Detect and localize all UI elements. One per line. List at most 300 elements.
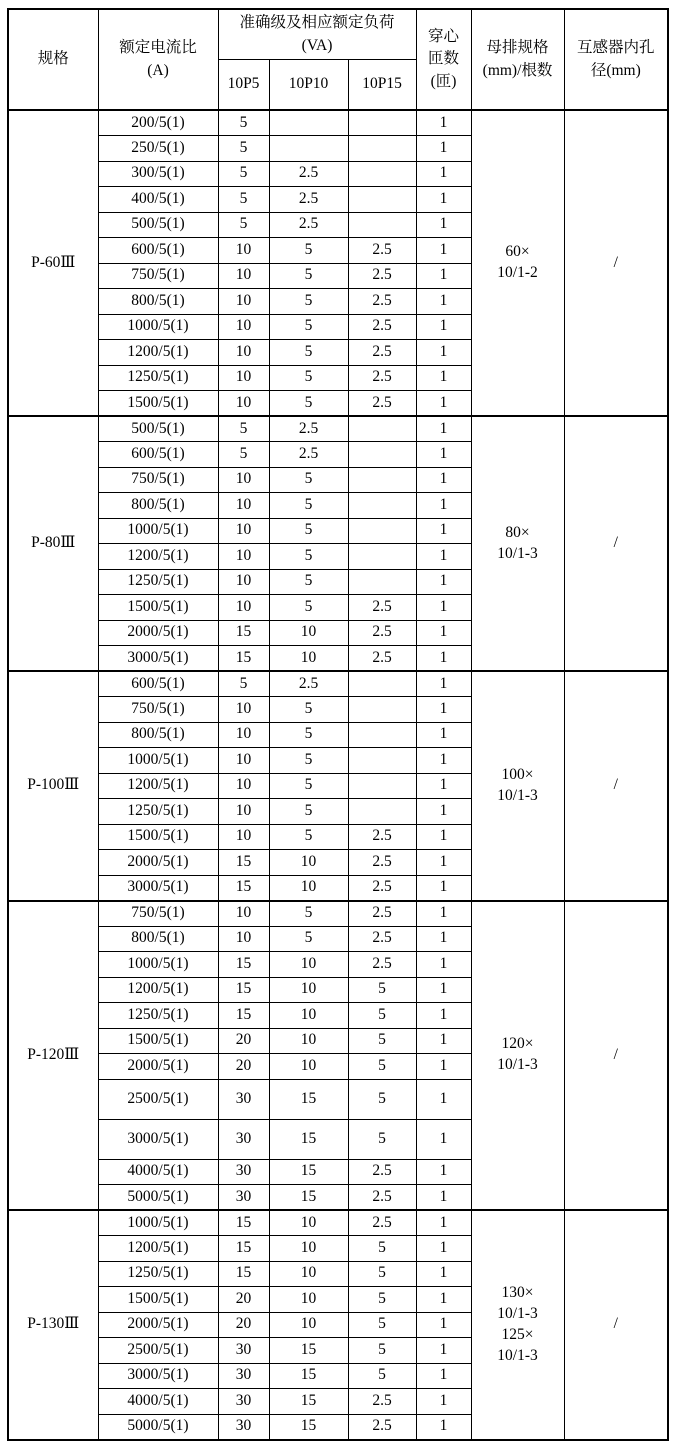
load-10p15-cell: 2.5: [348, 238, 416, 264]
load-10p10-cell: 10: [269, 1287, 348, 1313]
load-10p10-cell: 10: [269, 977, 348, 1003]
load-10p5-cell: 20: [218, 1028, 269, 1054]
load-10p5-cell: 10: [218, 238, 269, 264]
load-10p5-cell: 30: [218, 1119, 269, 1159]
turns-cell: 1: [416, 314, 471, 340]
load-10p10-cell: 5: [269, 773, 348, 799]
ratio-cell: 1500/5(1): [98, 1287, 218, 1313]
spec-cell: P-130Ⅲ: [8, 1210, 98, 1440]
col-header-ratio-line1: 额定电流比: [119, 39, 197, 57]
load-10p15-cell: 2.5: [348, 365, 416, 391]
ratio-cell: 2000/5(1): [98, 850, 218, 876]
turns-cell: 1: [416, 952, 471, 978]
load-10p15-cell: 5: [348, 1363, 416, 1389]
load-10p5-cell: 30: [218, 1414, 269, 1440]
load-10p10-cell: 5: [269, 799, 348, 825]
load-10p10-cell: 2.5: [269, 416, 348, 442]
load-10p5-cell: 30: [218, 1185, 269, 1211]
ratio-cell: 1000/5(1): [98, 314, 218, 340]
load-10p10-cell: 5: [269, 314, 348, 340]
load-10p10-cell: 15: [269, 1338, 348, 1364]
ratio-cell: 2000/5(1): [98, 620, 218, 646]
load-10p5-cell: 5: [218, 136, 269, 162]
turns-cell: 1: [416, 1287, 471, 1313]
load-10p15-cell: 5: [348, 1054, 416, 1080]
load-10p15-cell: 2.5: [348, 1210, 416, 1236]
load-10p15-cell: [348, 161, 416, 187]
load-10p10-cell: 5: [269, 493, 348, 519]
load-10p10-cell: 5: [269, 569, 348, 595]
load-10p5-cell: 10: [218, 467, 269, 493]
load-10p15-cell: [348, 671, 416, 697]
load-10p10-cell: 10: [269, 850, 348, 876]
ratio-cell: 600/5(1): [98, 671, 218, 697]
ratio-cell: 1500/5(1): [98, 595, 218, 621]
ratio-cell: 1250/5(1): [98, 569, 218, 595]
load-10p10-cell: 5: [269, 926, 348, 952]
turns-cell: 1: [416, 646, 471, 672]
ratio-cell: 1200/5(1): [98, 977, 218, 1003]
col-header-ratio: [98, 9, 218, 110]
load-10p10-cell: 15: [269, 1414, 348, 1440]
load-10p10-cell: 5: [269, 365, 348, 391]
turns-cell: 1: [416, 901, 471, 927]
load-10p15-cell: [348, 416, 416, 442]
load-10p15-cell: 5: [348, 1236, 416, 1262]
load-10p10-cell: 5: [269, 263, 348, 289]
turns-cell: 1: [416, 289, 471, 315]
turns-cell: 1: [416, 238, 471, 264]
load-10p5-cell: 15: [218, 875, 269, 901]
col-header-10p5: 10P5: [218, 60, 269, 111]
load-10p15-cell: 5: [348, 1261, 416, 1287]
ratio-cell: 1000/5(1): [98, 518, 218, 544]
load-10p10-cell: 15: [269, 1389, 348, 1415]
ratio-cell: 750/5(1): [98, 901, 218, 927]
load-10p15-cell: [348, 187, 416, 213]
load-10p5-cell: 10: [218, 901, 269, 927]
ratio-cell: 3000/5(1): [98, 1363, 218, 1389]
ratio-cell: 800/5(1): [98, 289, 218, 315]
bore-cell: /: [564, 901, 668, 1211]
load-10p15-cell: 2.5: [348, 263, 416, 289]
load-10p10-cell: [269, 136, 348, 162]
ratio-cell: 2500/5(1): [98, 1338, 218, 1364]
load-10p15-cell: 2.5: [348, 824, 416, 850]
col-header-accuracy-load: [218, 9, 416, 60]
load-10p5-cell: 10: [218, 340, 269, 366]
bore-cell: /: [564, 1210, 668, 1440]
turns-cell: 1: [416, 1363, 471, 1389]
load-10p5-cell: 10: [218, 365, 269, 391]
load-10p15-cell: [348, 518, 416, 544]
spec-cell: P-80Ⅲ: [8, 416, 98, 671]
load-10p5-cell: 20: [218, 1312, 269, 1338]
load-10p15-cell: [348, 773, 416, 799]
ratio-cell: 1500/5(1): [98, 1028, 218, 1054]
busbar-cell: [471, 110, 564, 416]
load-10p10-cell: 5: [269, 722, 348, 748]
load-10p5-cell: 10: [218, 314, 269, 340]
load-10p15-cell: 2.5: [348, 901, 416, 927]
load-10p5-cell: 30: [218, 1338, 269, 1364]
bore-cell: /: [564, 671, 668, 901]
turns-cell: 1: [416, 799, 471, 825]
busbar-cell: [471, 1210, 564, 1440]
table-row: [8, 671, 668, 697]
load-10p10-cell: 5: [269, 824, 348, 850]
ratio-cell: 5000/5(1): [98, 1185, 218, 1211]
load-10p5-cell: 10: [218, 493, 269, 519]
load-10p10-cell: 5: [269, 697, 348, 723]
col-header-10p10: 10P10: [269, 60, 348, 111]
turns-cell: 1: [416, 1185, 471, 1211]
ratio-cell: 1250/5(1): [98, 1261, 218, 1287]
load-10p5-cell: 10: [218, 595, 269, 621]
ratio-cell: 200/5(1): [98, 110, 218, 136]
load-10p15-cell: 2.5: [348, 875, 416, 901]
ratio-cell: 1500/5(1): [98, 824, 218, 850]
busbar-cell-line2: 10/1-3: [497, 786, 538, 804]
ratio-cell: 400/5(1): [98, 187, 218, 213]
load-10p15-cell: [348, 110, 416, 136]
turns-cell: 1: [416, 620, 471, 646]
load-10p5-cell: 5: [218, 161, 269, 187]
ratio-cell: 300/5(1): [98, 161, 218, 187]
ratio-cell: 750/5(1): [98, 263, 218, 289]
table-row: [8, 416, 668, 442]
load-10p15-cell: 2.5: [348, 952, 416, 978]
load-10p15-cell: 5: [348, 1312, 416, 1338]
load-10p10-cell: 5: [269, 748, 348, 774]
busbar-cell: [471, 416, 564, 671]
load-10p5-cell: 15: [218, 977, 269, 1003]
bore-cell: /: [564, 110, 668, 416]
turns-cell: 1: [416, 416, 471, 442]
turns-cell: 1: [416, 722, 471, 748]
turns-cell: 1: [416, 442, 471, 468]
load-10p10-cell: 2.5: [269, 161, 348, 187]
turns-cell: 1: [416, 518, 471, 544]
load-10p15-cell: [348, 136, 416, 162]
load-10p10-cell: 5: [269, 391, 348, 417]
ratio-cell: 750/5(1): [98, 697, 218, 723]
load-10p15-cell: [348, 493, 416, 519]
table-header: [8, 9, 668, 110]
turns-cell: 1: [416, 365, 471, 391]
load-10p10-cell: 15: [269, 1363, 348, 1389]
turns-cell: 1: [416, 544, 471, 570]
load-10p15-cell: 2.5: [348, 1389, 416, 1415]
load-10p15-cell: [348, 442, 416, 468]
load-10p5-cell: 15: [218, 952, 269, 978]
turns-cell: 1: [416, 1119, 471, 1159]
load-10p10-cell: 5: [269, 595, 348, 621]
load-10p5-cell: 15: [218, 646, 269, 672]
turns-cell: 1: [416, 773, 471, 799]
col-header-busbar-line2: (mm)/根数: [482, 61, 553, 79]
ratio-cell: 3000/5(1): [98, 1119, 218, 1159]
col-header-accuracy-line2: (VA): [301, 36, 333, 54]
ratio-cell: 600/5(1): [98, 442, 218, 468]
ratio-cell: 600/5(1): [98, 238, 218, 264]
load-10p10-cell: 10: [269, 875, 348, 901]
load-10p10-cell: 15: [269, 1159, 348, 1185]
load-10p5-cell: 5: [218, 442, 269, 468]
load-10p10-cell: 10: [269, 952, 348, 978]
turns-cell: 1: [416, 1389, 471, 1415]
ratio-cell: 1250/5(1): [98, 365, 218, 391]
col-header-turns: [416, 9, 471, 110]
load-10p5-cell: 15: [218, 1261, 269, 1287]
load-10p10-cell: 15: [269, 1119, 348, 1159]
busbar-cell-line1: 80×: [505, 523, 530, 541]
turns-cell: 1: [416, 824, 471, 850]
ratio-cell: 1200/5(1): [98, 544, 218, 570]
load-10p15-cell: 2.5: [348, 926, 416, 952]
spec-cell: P-120Ⅲ: [8, 901, 98, 1211]
load-10p10-cell: 10: [269, 1028, 348, 1054]
table-row: [8, 901, 668, 927]
load-10p15-cell: 2.5: [348, 314, 416, 340]
load-10p5-cell: 10: [218, 824, 269, 850]
turns-cell: 1: [416, 1338, 471, 1364]
ratio-cell: 1200/5(1): [98, 1236, 218, 1262]
load-10p15-cell: 2.5: [348, 289, 416, 315]
load-10p15-cell: [348, 799, 416, 825]
load-10p15-cell: 5: [348, 1003, 416, 1029]
load-10p10-cell: 5: [269, 340, 348, 366]
busbar-cell-line2: 10/1-3: [497, 1304, 538, 1322]
busbar-cell-line2: 10/1-3: [497, 544, 538, 562]
ratio-cell: 500/5(1): [98, 212, 218, 238]
transformer-spec-table: [7, 8, 669, 1441]
load-10p15-cell: 2.5: [348, 595, 416, 621]
load-10p10-cell: 15: [269, 1185, 348, 1211]
turns-cell: 1: [416, 595, 471, 621]
turns-cell: 1: [416, 875, 471, 901]
turns-cell: 1: [416, 1236, 471, 1262]
load-10p5-cell: 10: [218, 518, 269, 544]
turns-cell: 1: [416, 748, 471, 774]
load-10p15-cell: 2.5: [348, 1414, 416, 1440]
turns-cell: 1: [416, 340, 471, 366]
turns-cell: 1: [416, 671, 471, 697]
load-10p5-cell: 15: [218, 1003, 269, 1029]
load-10p5-cell: 15: [218, 850, 269, 876]
load-10p5-cell: 20: [218, 1287, 269, 1313]
ratio-cell: 1250/5(1): [98, 799, 218, 825]
ratio-cell: 750/5(1): [98, 467, 218, 493]
ratio-cell: 800/5(1): [98, 722, 218, 748]
turns-cell: 1: [416, 467, 471, 493]
ratio-cell: 3000/5(1): [98, 875, 218, 901]
col-header-busbar: [471, 9, 564, 110]
load-10p10-cell: 10: [269, 620, 348, 646]
col-header-10p15: 10P15: [348, 60, 416, 111]
busbar-cell-line2: 10/1-2: [497, 264, 538, 281]
turns-cell: 1: [416, 850, 471, 876]
turns-cell: 1: [416, 263, 471, 289]
load-10p15-cell: 5: [348, 1079, 416, 1119]
load-10p5-cell: 30: [218, 1159, 269, 1185]
load-10p15-cell: 2.5: [348, 1159, 416, 1185]
ratio-cell: 1250/5(1): [98, 1003, 218, 1029]
spec-cell: P-60Ⅲ: [8, 110, 98, 416]
turns-cell: 1: [416, 161, 471, 187]
load-10p15-cell: [348, 748, 416, 774]
col-header-turns-line3: (匝): [430, 72, 457, 90]
turns-cell: 1: [416, 1003, 471, 1029]
load-10p15-cell: 2.5: [348, 340, 416, 366]
turns-cell: 1: [416, 1079, 471, 1119]
busbar-cell-line1: 100×: [501, 765, 534, 783]
turns-cell: 1: [416, 697, 471, 723]
ratio-cell: 1200/5(1): [98, 340, 218, 366]
load-10p5-cell: 10: [218, 263, 269, 289]
load-10p15-cell: 5: [348, 977, 416, 1003]
load-10p15-cell: 2.5: [348, 1185, 416, 1211]
col-header-busbar-line1: 母排规格: [486, 39, 549, 57]
col-header-bore-line1: 互感器内孔: [577, 39, 655, 57]
load-10p5-cell: 10: [218, 697, 269, 723]
load-10p10-cell: 15: [269, 1079, 348, 1119]
busbar-cell-line2: 10/1-3: [497, 1056, 538, 1074]
load-10p15-cell: 2.5: [348, 620, 416, 646]
load-10p10-cell: 2.5: [269, 187, 348, 213]
busbar-cell-line3: 125×: [501, 1325, 534, 1343]
load-10p5-cell: 5: [218, 416, 269, 442]
load-10p10-cell: 5: [269, 238, 348, 264]
load-10p5-cell: 10: [218, 569, 269, 595]
load-10p10-cell: 10: [269, 1054, 348, 1080]
ratio-cell: 2500/5(1): [98, 1079, 218, 1119]
table-row: [8, 110, 668, 136]
load-10p10-cell: 10: [269, 1210, 348, 1236]
col-header-turns-line1: 穿心: [428, 27, 460, 45]
load-10p10-cell: 10: [269, 1312, 348, 1338]
turns-cell: 1: [416, 1414, 471, 1440]
load-10p10-cell: 2.5: [269, 212, 348, 238]
col-header-bore: [564, 9, 668, 110]
spec-cell: P-100Ⅲ: [8, 671, 98, 901]
load-10p15-cell: 2.5: [348, 850, 416, 876]
load-10p5-cell: 5: [218, 187, 269, 213]
ratio-cell: 3000/5(1): [98, 646, 218, 672]
busbar-cell: [471, 901, 564, 1211]
load-10p5-cell: 10: [218, 722, 269, 748]
ratio-cell: 1000/5(1): [98, 1210, 218, 1236]
load-10p10-cell: 10: [269, 1261, 348, 1287]
ratio-cell: 4000/5(1): [98, 1389, 218, 1415]
load-10p5-cell: 20: [218, 1054, 269, 1080]
ratio-cell: 1200/5(1): [98, 773, 218, 799]
load-10p15-cell: [348, 467, 416, 493]
load-10p5-cell: 5: [218, 671, 269, 697]
turns-cell: 1: [416, 136, 471, 162]
turns-cell: 1: [416, 1054, 471, 1080]
turns-cell: 1: [416, 926, 471, 952]
load-10p5-cell: 15: [218, 620, 269, 646]
load-10p10-cell: 5: [269, 544, 348, 570]
busbar-cell-line1: 120×: [501, 1035, 534, 1053]
load-10p10-cell: 2.5: [269, 671, 348, 697]
turns-cell: 1: [416, 1159, 471, 1185]
col-header-spec: 规格: [8, 9, 98, 110]
col-header-ratio-line2: (A): [147, 61, 169, 79]
busbar-cell-line1: 60×: [505, 243, 530, 261]
load-10p5-cell: 5: [218, 212, 269, 238]
turns-cell: 1: [416, 1261, 471, 1287]
load-10p15-cell: 5: [348, 1119, 416, 1159]
load-10p5-cell: 30: [218, 1389, 269, 1415]
load-10p5-cell: 15: [218, 1210, 269, 1236]
turns-cell: 1: [416, 110, 471, 136]
ratio-cell: 1500/5(1): [98, 391, 218, 417]
load-10p15-cell: 2.5: [348, 391, 416, 417]
load-10p5-cell: 30: [218, 1079, 269, 1119]
load-10p15-cell: 5: [348, 1287, 416, 1313]
load-10p10-cell: 5: [269, 901, 348, 927]
load-10p5-cell: 10: [218, 289, 269, 315]
load-10p5-cell: 10: [218, 748, 269, 774]
bore-cell: /: [564, 416, 668, 671]
ratio-cell: 800/5(1): [98, 493, 218, 519]
busbar-cell-line1: 130×: [501, 1283, 534, 1301]
turns-cell: 1: [416, 187, 471, 213]
load-10p15-cell: [348, 544, 416, 570]
ratio-cell: 4000/5(1): [98, 1159, 218, 1185]
table-row: [8, 1210, 668, 1236]
col-header-turns-line2: 匝数: [428, 50, 460, 68]
load-10p10-cell: [269, 110, 348, 136]
busbar-cell-line4: 10/1-3: [497, 1346, 538, 1364]
col-header-bore-line2: 径(mm): [590, 61, 641, 79]
load-10p15-cell: 5: [348, 1338, 416, 1364]
load-10p10-cell: 5: [269, 518, 348, 544]
load-10p10-cell: 10: [269, 646, 348, 672]
load-10p10-cell: 10: [269, 1003, 348, 1029]
load-10p5-cell: 10: [218, 799, 269, 825]
ratio-cell: 250/5(1): [98, 136, 218, 162]
turns-cell: 1: [416, 977, 471, 1003]
load-10p5-cell: 10: [218, 391, 269, 417]
load-10p15-cell: 5: [348, 1028, 416, 1054]
load-10p10-cell: 5: [269, 289, 348, 315]
turns-cell: 1: [416, 212, 471, 238]
load-10p15-cell: [348, 212, 416, 238]
load-10p5-cell: 5: [218, 110, 269, 136]
busbar-cell: [471, 671, 564, 901]
turns-cell: 1: [416, 1210, 471, 1236]
load-10p5-cell: 15: [218, 1236, 269, 1262]
load-10p15-cell: [348, 722, 416, 748]
turns-cell: 1: [416, 493, 471, 519]
load-10p5-cell: 10: [218, 926, 269, 952]
table-body: [8, 110, 668, 1440]
ratio-cell: 500/5(1): [98, 416, 218, 442]
load-10p15-cell: 2.5: [348, 646, 416, 672]
load-10p15-cell: [348, 697, 416, 723]
ratio-cell: 800/5(1): [98, 926, 218, 952]
load-10p15-cell: [348, 569, 416, 595]
turns-cell: 1: [416, 391, 471, 417]
turns-cell: 1: [416, 569, 471, 595]
ratio-cell: 2000/5(1): [98, 1312, 218, 1338]
load-10p10-cell: 10: [269, 1236, 348, 1262]
load-10p5-cell: 30: [218, 1363, 269, 1389]
ratio-cell: 5000/5(1): [98, 1414, 218, 1440]
